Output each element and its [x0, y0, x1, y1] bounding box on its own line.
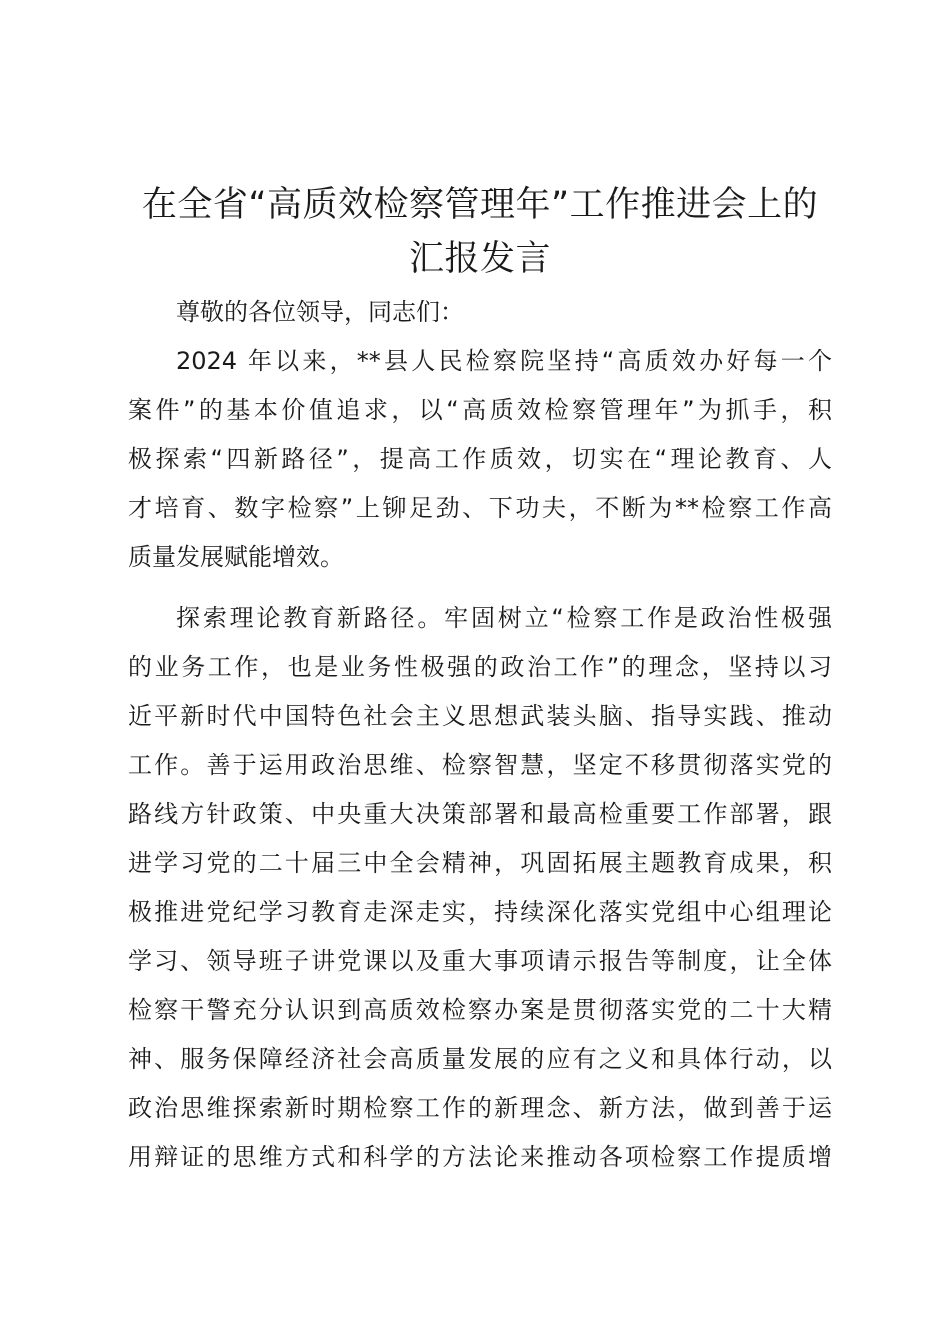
- paragraph-line: 极推进党纪学习教育走深走实，持续深化落实党组中心组理论: [128, 898, 832, 926]
- paragraph-line: 学习、领导班子讲党课以及重大事项请示报告等制度，让全体: [128, 947, 832, 975]
- paragraph-line: 用辩证的思维方式和科学的方法论来推动各项检察工作提质增: [128, 1143, 832, 1171]
- paragraph-line: 近平新时代中国特色社会主义思想武装头脑、指导实践、推动: [128, 702, 832, 730]
- paragraph-line: 的业务工作，也是业务性极强的政治工作”的理念，坚持以习: [128, 653, 832, 681]
- title-line-1: 在全省“高质效检察管理年”工作推进会上的: [141, 185, 819, 225]
- paragraph-intro: [128, 337, 832, 582]
- paragraph-line: 政治思维探索新时期检察工作的新理念、新方法，做到善于运: [128, 1094, 832, 1122]
- paragraph-line: 路线方针政策、中央重大决策部署和最高检重要工作部署，跟: [128, 800, 832, 828]
- paragraph-theory-education: [128, 594, 832, 1182]
- paragraph-line: 检察干警充分认识到高质效检察办案是贯彻落实党的二十大精: [128, 996, 832, 1024]
- paragraph-line: 探索理论教育新路径。牢固树立“检察工作是政治性极强: [176, 604, 832, 632]
- paragraph-line: 极探索“四新路径”，提高工作质效，切实在“理论教育、人: [128, 445, 832, 473]
- greeting: 尊敬的各位领导，同志们：: [176, 298, 464, 326]
- paragraph-line: 质量发展赋能增效。: [128, 543, 344, 571]
- paragraph-line: 案件”的基本价值追求，以“高质效检察管理年”为抓手，积: [128, 396, 832, 424]
- paragraph-line: 2024 年以来，**县人民检察院坚持“高质效办好每一个: [176, 347, 832, 375]
- document-title: [128, 178, 832, 286]
- paragraph-line: 进学习党的二十届三中全会精神，巩固拓展主题教育成果，积: [128, 849, 832, 877]
- paragraph-line: 才培育、数字检察”上铆足劲、下功夫，不断为**检察工作高: [128, 494, 832, 522]
- paragraph-line: 工作。善于运用政治思维、检察智慧，坚定不移贯彻落实党的: [128, 751, 832, 779]
- document-page: [128, 178, 832, 1182]
- title-line-2: 汇报发言: [408, 239, 551, 279]
- paragraph-line: 神、服务保障经济社会高质量发展的应有之义和具体行动，以: [128, 1045, 832, 1073]
